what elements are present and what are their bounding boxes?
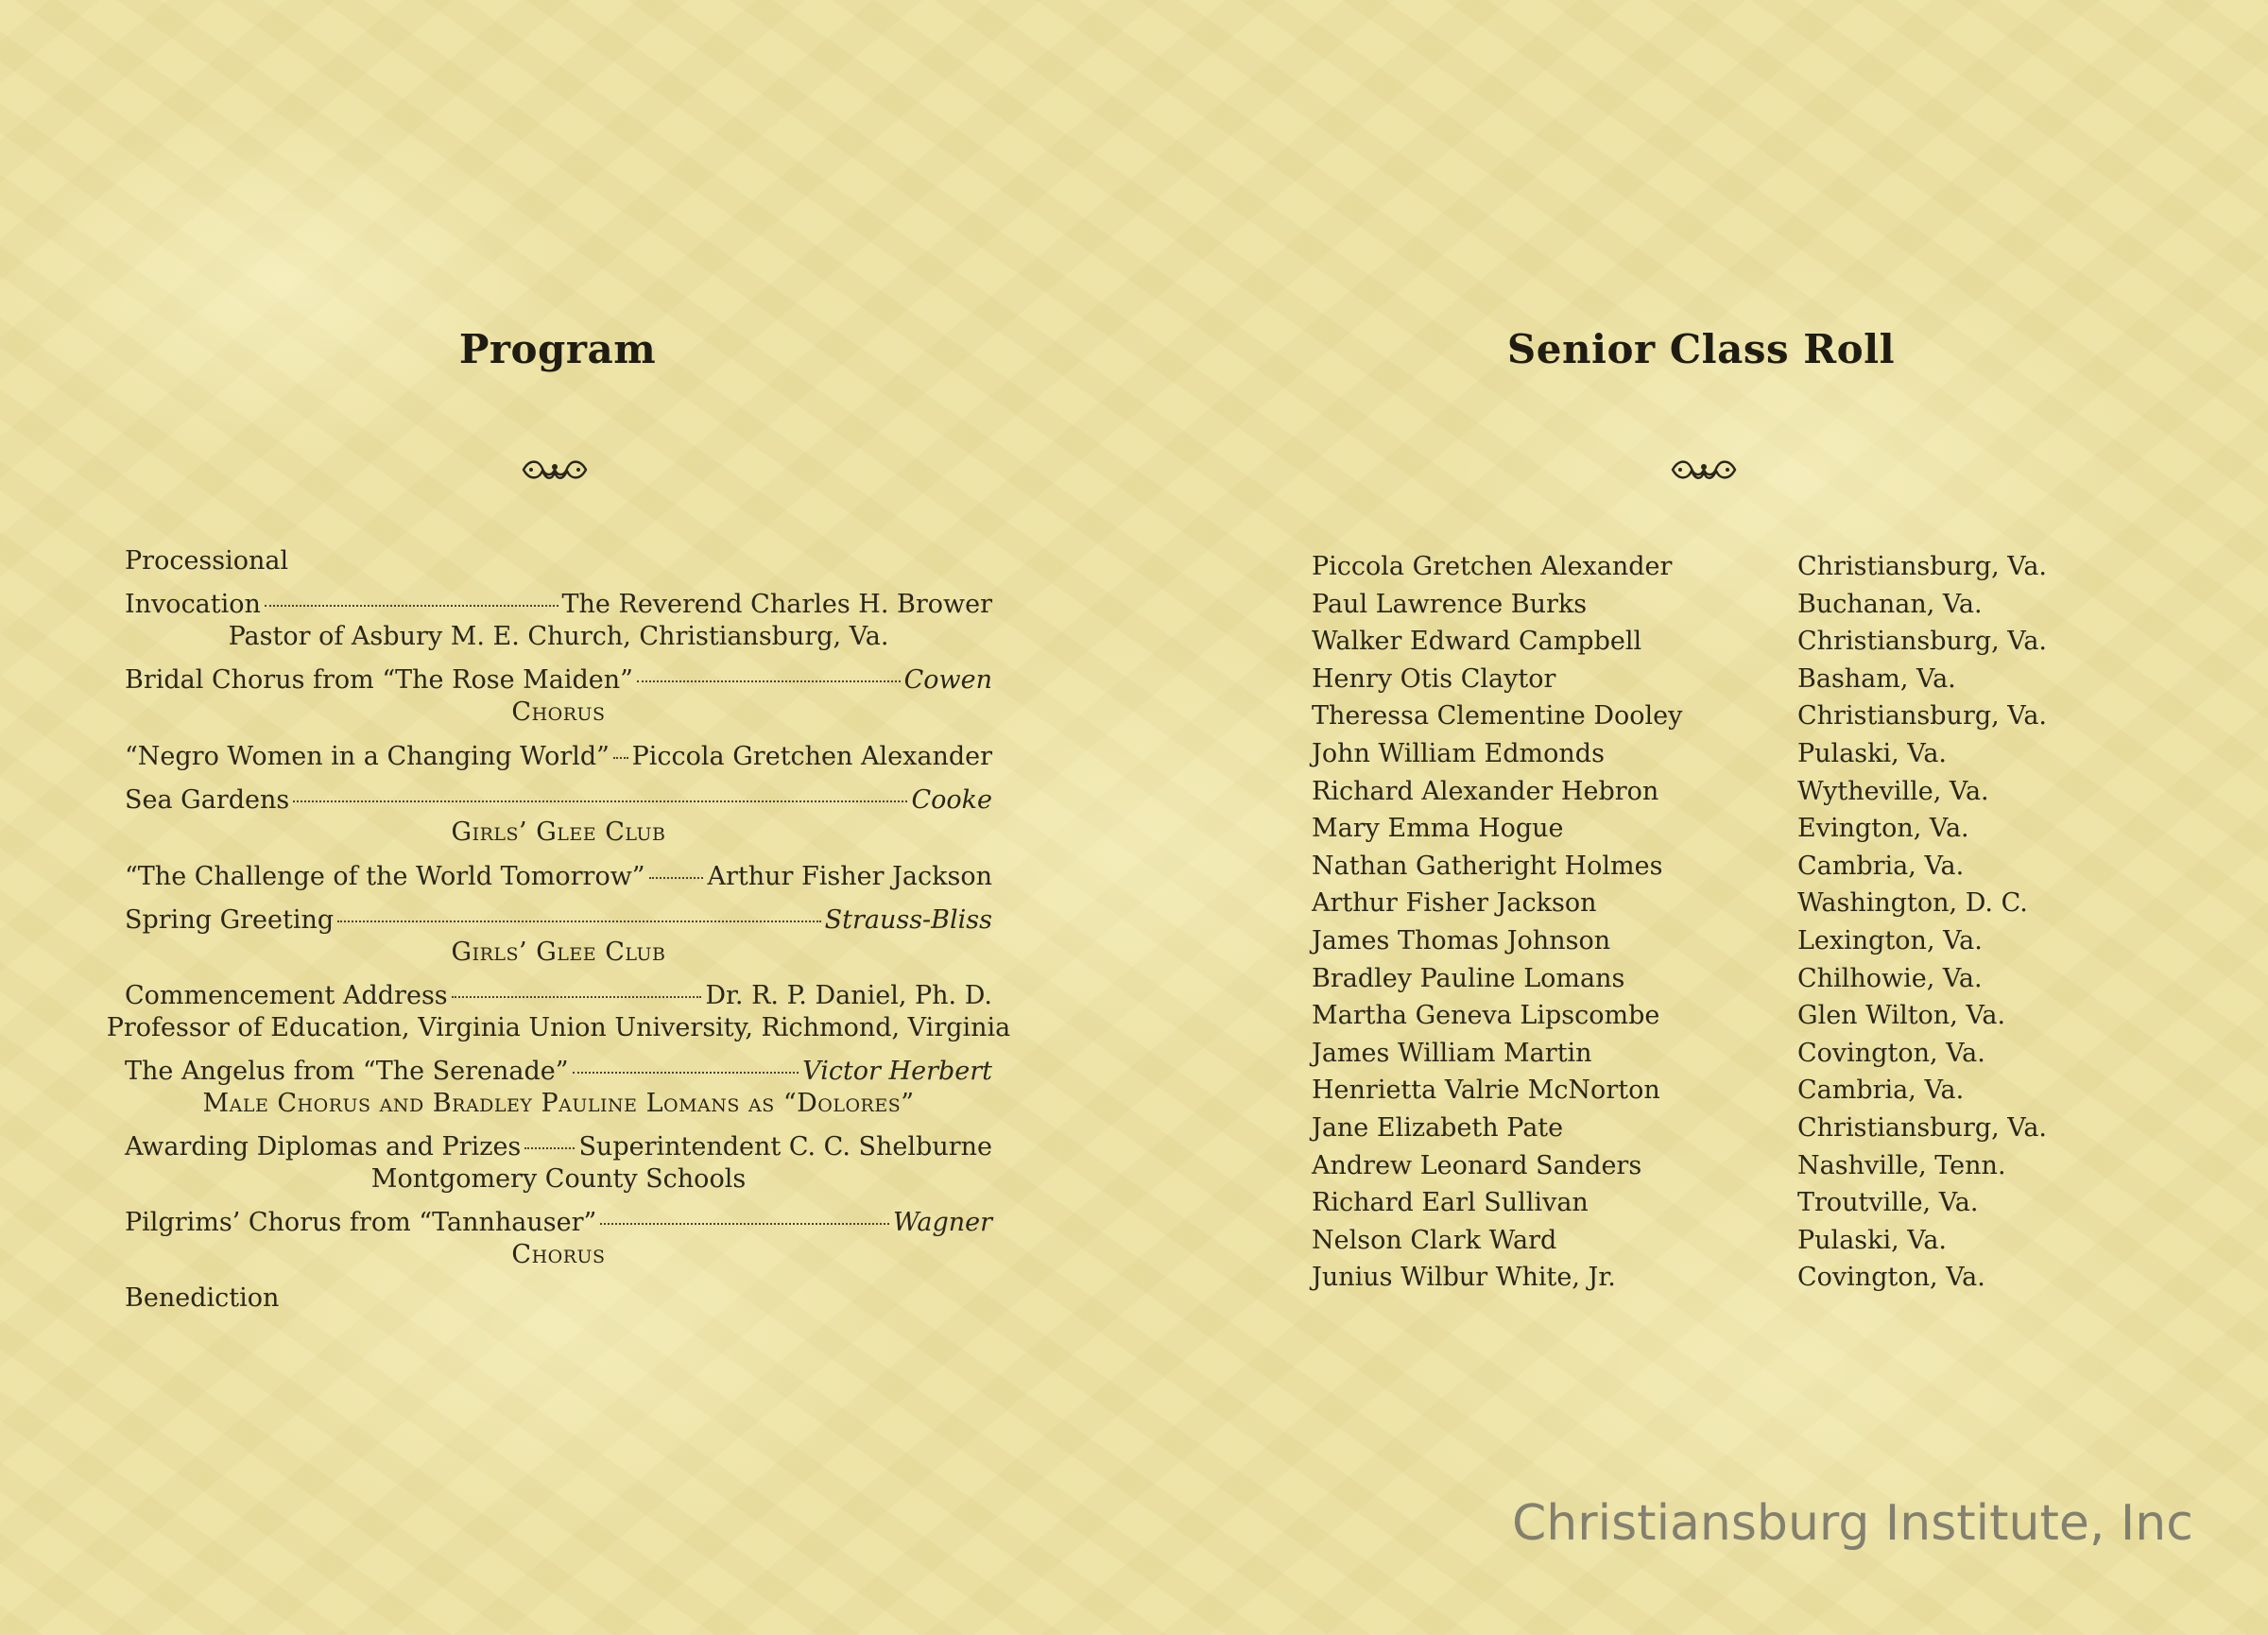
program-item-title: Pilgrims’ Chorus from “Tannhauser” xyxy=(125,1208,597,1237)
program-item-title: Bridal Chorus from “The Rose Maiden” xyxy=(125,665,633,695)
senior-class-roll-heading: Senior Class Roll xyxy=(1506,326,1896,372)
class-member-hometown: Christiansburg, Va. xyxy=(1797,552,2048,581)
dotted-leader xyxy=(293,800,907,802)
program-item-subline: Male Chorus and Bradley Pauline Lomans as “Dolores” xyxy=(202,1089,915,1118)
program-item xyxy=(125,938,992,967)
program-item xyxy=(125,622,992,651)
program-item xyxy=(125,742,992,771)
class-member-hometown: Basham, Va. xyxy=(1797,664,1956,694)
program-item xyxy=(125,1208,992,1237)
class-member-hometown: Cambria, Va. xyxy=(1797,852,1965,881)
class-member-hometown: Cambria, Va. xyxy=(1797,1076,1965,1105)
program-item-title: Invocation xyxy=(125,590,261,619)
class-member-name: Nathan Gatheright Holmes xyxy=(1312,852,1663,881)
program-item-title: The Angelus from “The Serenade” xyxy=(125,1057,569,1086)
program-item-subline: Montgomery County Schools xyxy=(370,1164,747,1194)
program-item-title: “Negro Women in a Changing World” xyxy=(125,742,610,771)
program-item xyxy=(125,1057,992,1086)
class-member-hometown: Nashville, Tenn. xyxy=(1797,1151,2006,1180)
program-item-text: Benediction xyxy=(125,1283,280,1313)
program-item-title: Awarding Diplomas and Prizes xyxy=(125,1132,522,1162)
class-member-hometown: Washington, D. C. xyxy=(1797,888,2028,918)
program-item xyxy=(125,862,992,891)
class-member-hometown: Covington, Va. xyxy=(1797,1263,1985,1292)
class-member-hometown: Evington, Va. xyxy=(1797,814,1969,843)
program-item-performer: Victor Herbert xyxy=(802,1057,992,1086)
class-member-name: Richard Alexander Hebron xyxy=(1312,777,1659,806)
program-heading: Program xyxy=(458,326,657,372)
program-item-performer: Superintendent C. C. Shelburne xyxy=(578,1132,992,1162)
program-item xyxy=(125,785,992,815)
class-member-hometown: Christiansburg, Va. xyxy=(1797,1113,2048,1143)
program-item xyxy=(106,1013,1011,1042)
class-member-hometown: Troutville, Va. xyxy=(1797,1188,1979,1217)
program-item-subline: Chorus xyxy=(511,697,606,727)
class-member-name: Walker Edward Campbell xyxy=(1312,627,1642,656)
class-member-name: Nelson Clark Ward xyxy=(1312,1226,1557,1255)
class-member-name: Jane Elizabeth Pate xyxy=(1312,1113,1564,1143)
class-member-hometown: Wytheville, Va. xyxy=(1797,777,1989,806)
program-item-performer: Strauss-Bliss xyxy=(824,905,992,935)
class-member-hometown: Christiansburg, Va. xyxy=(1797,701,2048,731)
class-member-hometown: Pulaski, Va. xyxy=(1797,739,1948,768)
class-member-name: Richard Earl Sullivan xyxy=(1312,1188,1589,1217)
class-member-name: Bradley Pauline Lomans xyxy=(1312,964,1625,993)
dotted-leader xyxy=(524,1147,575,1149)
program-item xyxy=(125,1132,992,1162)
program-item-subline: Girls’ Glee Club xyxy=(451,938,666,967)
program-item-performer: Cooke xyxy=(911,785,992,815)
program-item xyxy=(125,981,992,1010)
program-item-performer: Piccola Gretchen Alexander xyxy=(631,742,992,771)
program-item-title: “The Challenge of the World Tomorrow” xyxy=(125,862,645,891)
program-item-performer: Dr. R. P. Daniel, Ph. D. xyxy=(705,981,992,1010)
class-member-name: Junius Wilbur White, Jr. xyxy=(1312,1263,1616,1292)
program-item xyxy=(125,697,992,727)
dotted-leader xyxy=(265,605,558,607)
program-item-subline: Professor of Education, Virginia Union University, Richmond, Virginia xyxy=(106,1013,1011,1042)
program-item xyxy=(125,818,992,847)
class-member-hometown: Pulaski, Va. xyxy=(1797,1226,1948,1255)
program-item xyxy=(125,1240,992,1269)
watermark: Christiansburg Institute, Inc xyxy=(1512,1495,2193,1552)
program-item-title: Commencement Address xyxy=(125,981,448,1010)
program-item xyxy=(125,546,992,576)
program-item-title: Spring Greeting xyxy=(125,905,335,935)
dotted-leader xyxy=(600,1223,889,1225)
class-member-name: Piccola Gretchen Alexander xyxy=(1312,552,1673,581)
dotted-leader xyxy=(452,996,702,998)
dotted-leader xyxy=(573,1072,799,1074)
class-member-name: Henrietta Valrie McNorton xyxy=(1312,1076,1660,1105)
class-member-name: Mary Emma Hogue xyxy=(1312,814,1564,843)
class-member-name: Henry Otis Claytor xyxy=(1312,664,1556,694)
scroll-ornament-icon xyxy=(520,456,590,484)
scroll-ornament-icon xyxy=(1669,456,1739,484)
program-item xyxy=(125,905,992,935)
program-item-text: Processional xyxy=(125,546,289,576)
program-item xyxy=(125,1089,992,1118)
dotted-leader xyxy=(337,921,820,922)
class-member-hometown: Buchanan, Va. xyxy=(1797,590,1983,619)
class-member-name: Arthur Fisher Jackson xyxy=(1312,888,1597,918)
class-member-name: Paul Lawrence Burks xyxy=(1312,590,1588,619)
class-member-name: Martha Geneva Lipscombe xyxy=(1312,1001,1660,1030)
class-member-hometown: Chilhowie, Va. xyxy=(1797,964,1983,993)
program-item-subline: Pastor of Asbury M. E. Church, Christiansburg, Va. xyxy=(228,622,889,651)
dotted-leader xyxy=(637,680,901,682)
dotted-leader xyxy=(649,877,704,879)
program-item xyxy=(125,1164,992,1194)
class-member-name: Andrew Leonard Sanders xyxy=(1312,1151,1642,1180)
program-item-performer: Cowen xyxy=(903,665,992,695)
program-item xyxy=(125,1283,992,1313)
class-member-name: John William Edmonds xyxy=(1312,739,1605,768)
program-item xyxy=(125,665,992,695)
class-member-hometown: Covington, Va. xyxy=(1797,1039,1985,1068)
class-member-name: James William Martin xyxy=(1312,1039,1592,1068)
program-item-performer: The Reverend Charles H. Brower xyxy=(561,590,992,619)
dotted-leader xyxy=(613,757,628,759)
class-member-hometown: Christiansburg, Va. xyxy=(1797,627,2048,656)
class-member-name: James Thomas Johnson xyxy=(1312,926,1611,955)
class-member-hometown: Lexington, Va. xyxy=(1797,926,1983,955)
class-member-name: Theressa Clementine Dooley xyxy=(1312,701,1683,731)
program-item-subline: Chorus xyxy=(511,1240,606,1269)
program-item xyxy=(125,590,992,619)
program-item-title: Sea Gardens xyxy=(125,785,290,815)
program-item-subline: Girls’ Glee Club xyxy=(451,818,666,847)
program-item-performer: Wagner xyxy=(892,1208,992,1237)
class-member-hometown: Glen Wilton, Va. xyxy=(1797,1001,2006,1030)
program-item-performer: Arthur Fisher Jackson xyxy=(707,862,992,891)
